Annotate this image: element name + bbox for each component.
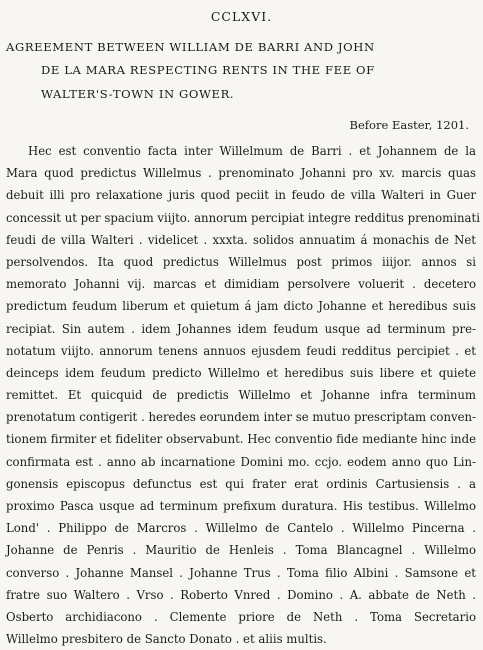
body-line: converso . Johanne Mansel . Johanne Trus . Toma filio Albini . Samsone et (6, 565, 476, 580)
body-line: notatum viijto. annorum tenens annuos ejusdem feudi redditus percipiet . et (6, 343, 476, 358)
document-date: Before Easter, 1201. (349, 118, 469, 132)
body-line: recipiat. Sin autem . idem Johannes idem feudum usque ad terminum pre- (6, 321, 476, 336)
document-title-line-2: DE LA MARA RESPECTING RENTS IN THE FEE OF (41, 63, 375, 77)
body-line: gonensis episcopus defunctus est qui frater erat ordinis Cartusiensis . a (6, 476, 476, 491)
document-number: CCLXVI. (210, 9, 273, 24)
body-line: Osberto archidiacono . Clemente priore de Neth . Toma Secretario (6, 609, 476, 624)
body-line: memorato Johanni vij. marcas et dimidiam persolvere voluerit . decetero (6, 277, 476, 292)
body-line: Mara quod predictus Willelmus . prenominato Johanni pro xv. marcis quas (6, 166, 476, 181)
body-line: predictum feudum liberum et quietum á jam dicto Johanne et heredibus suis (6, 299, 476, 314)
body-line: remittet. Et quicquid de predictis Willelmo et Johanne infra terminum (6, 388, 476, 403)
body-line: Lond' . Philippo de Marcros . Willelmo de Cantelo . Willelmo Pincerna . (6, 521, 476, 536)
body-line: tionem firmiter et fideliter observabunt. Hec conventio fide mediante hinc inde (6, 432, 476, 447)
document-body (6, 140, 480, 650)
document-title-line-1: AGREEMENT BETWEEN WILLIAM DE BARRI AND JOHN (6, 40, 375, 54)
body-line: prenotatum contigerit . heredes eorundem inter se mutuo prescriptam conven- (6, 410, 476, 425)
body-line: fratre suo Waltero . Vrso . Roberto Vnred . Domino . A. abbate de Neth . (6, 587, 476, 602)
body-line: proximo Pasca usque ad terminum prefixum duratura. His testibus. Willelmo (6, 499, 476, 513)
body-line: Willelmo presbitero de Sancto Donato . et aliis multis. (6, 632, 327, 647)
body-line: Hec est conventio facta inter Willelmum de Barri . et Johannem de la (28, 144, 476, 158)
document-title-line-3: WALTER'S-TOWN IN GOWER. (41, 87, 235, 101)
body-line: confirmata est . anno ab incarnatione Domini mo. ccjo. eodem anno quo Lin- (6, 454, 476, 469)
body-line: feudi de villa Walteri . videlicet . xxxta. solidos annuatim á monachis de Net (6, 232, 476, 247)
body-line: deinceps idem feudum predicto Willelmo et heredibus suis libere et quiete (6, 365, 476, 380)
body-line: concessit ut per spacium viijto. annorum percipiat integre redditus prenominati (6, 210, 480, 225)
body-line: persolvendos. Ita quod predictus Willelmus post primos iiijor. annos si (6, 254, 476, 269)
body-line: debuit illi pro relaxatione juris quod peciit in feudo de villa Walteri in Guer (6, 188, 476, 203)
body-line: Johanne de Penris . Mauritio de Henleis . Toma Blancagnel . Willelmo (6, 543, 476, 558)
